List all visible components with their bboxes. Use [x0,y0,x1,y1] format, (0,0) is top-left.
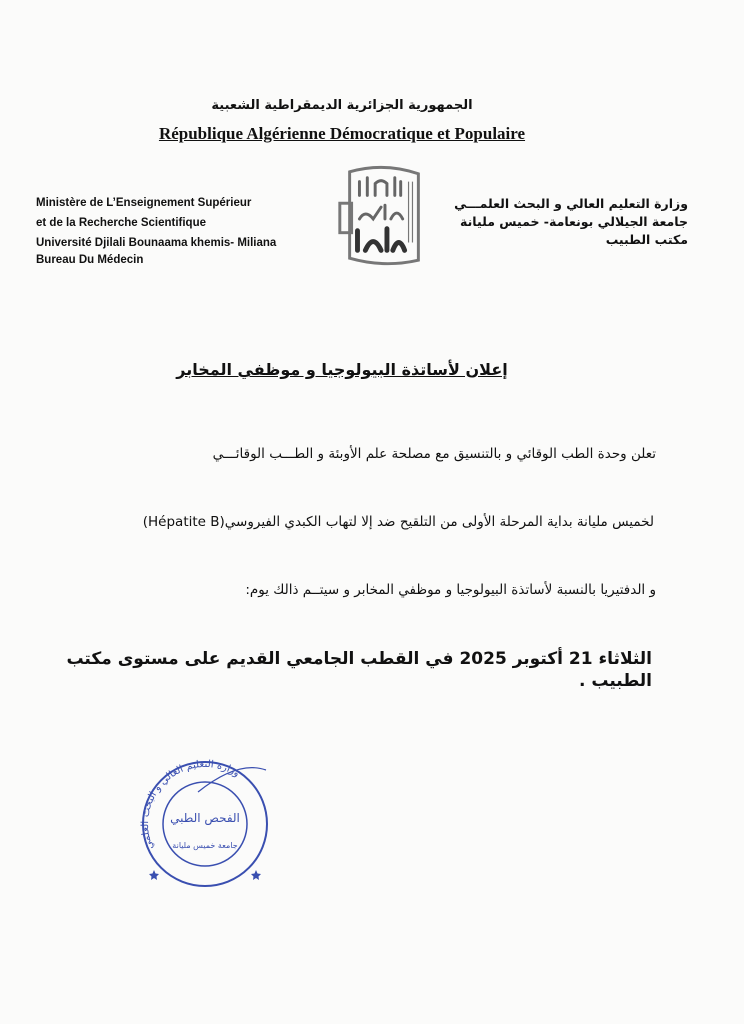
announcement-title: إعلان لأساتذة البيولوجيا و موظفي المخابر [176,360,508,379]
right-letterhead [438,195,688,249]
stamp-center-text: الفحص الطبي [170,811,240,825]
letterhead-line: وزارة التعليم العالي و البحث العلمـــي [454,196,688,211]
stamp-outer-text: وزارة التعليم العالي و البحث العلمي [140,758,242,852]
body-line: لخميس مليانة بداية المرحلة الأولى من التلقيح ضد إلا لتهاب الكبدي الفيروسي(Hépatite B) [142,514,654,530]
letterhead-line: Université Djilali Bounaama khemis- Miliana [36,237,277,249]
letterhead-line: جامعة الجيلالي بونعامة- خميس مليانة [460,214,688,229]
star-icon [149,870,159,880]
university-logo [330,163,438,273]
stamp-bottom-text: جامعة خميس مليانة [172,841,238,850]
letterhead-line: et de la Recherche Scientifique [36,217,207,229]
svg-text:وزارة التعليم العالي و البحث ا [140,759,242,851]
star-icon [251,870,261,880]
letterhead-line: مكتب الطبيب [605,232,688,247]
letterhead-line: Ministère de L’Enseignement Supérieur [36,197,252,209]
header-arabic: الجمهورية الجزائرية الديمقراطية الشعبية [211,98,473,113]
official-stamp [138,752,278,902]
body-line: تعلن وحدة الطب الوقائي و بالتنسيق مع مصلحة علم الأوبئة و الطـــب الوقائـــي [212,446,656,462]
body-line: و الدفتيريا بالنسبة لأساتذة البيولوجيا و موظفي المخابر و سيتــم ذالك يوم: [245,582,656,598]
left-letterhead [36,195,322,269]
date-location-line: الثلاثاء 21 أكتوبر 2025 في القطب الجامعي القديم على مستوى مكتب الطبيب . [66,649,652,691]
header-french: République Algérienne Démocratique et Populaire [158,124,526,143]
letterhead-line: Bureau Du Médecin [36,254,144,266]
